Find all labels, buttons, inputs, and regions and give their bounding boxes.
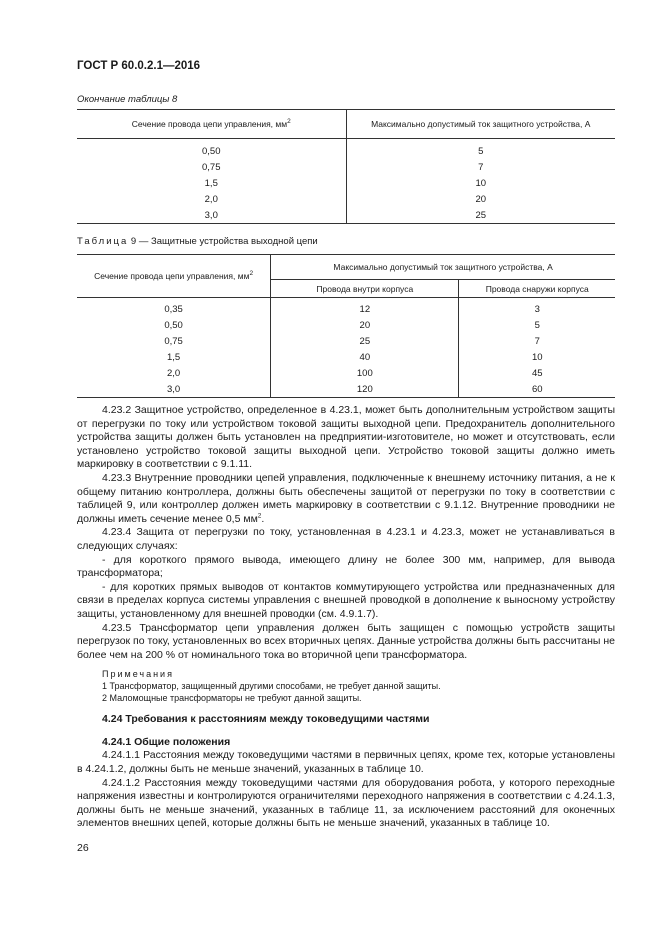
table-row: 1,5 10 <box>77 175 615 191</box>
list-item: - для короткого прямого вывода, имеющего длину не более 300 мм, например, для вывода трансформатора; <box>77 553 615 580</box>
list-item: - для коротких прямых выводов от контактов коммутирующего устройства или предназначенных для связи в пределах корпуса системы управления с внешней проводкой в дополнение к выносному устройству защиты, установленному для внешней проводки (см. 4.9.1.7). <box>77 580 615 620</box>
paragraph-4-23-2: 4.23.2 Защитное устройство, определенное в 4.23.1, может быть дополнительным устройством защиты от перегрузки по току или устройством токовой защиты выходной цепи. Предохранитель дополнительного устройства защиты должен быть установлен на предприятии-изготовителе, но может и отсутствовать, если установлено устройство токовой защиты выходной цепи. Устройство токовой защиты должно иметь маркировку в соответствии с 9.1.11. <box>77 404 615 471</box>
table-row: 1,5 40 10 <box>77 349 615 365</box>
table9-group-header: Максимально допустимый ток защитного устройства, А <box>271 255 615 280</box>
table-row: 3,0 25 <box>77 207 615 224</box>
table9-caption: Таблица 9 — Защитные устройства выходной цепи <box>77 236 318 247</box>
section-heading-4-24: 4.24 Требования к расстояниям между токоведущими частями <box>102 713 430 726</box>
table-row: 0,35 12 3 <box>77 298 615 318</box>
table8-caption: Окончание таблицы 8 <box>77 94 178 105</box>
notes-title: Примечания <box>102 669 174 680</box>
page-number: 26 <box>77 842 89 854</box>
table-row: 3,0 120 60 <box>77 381 615 398</box>
table-row: 0,75 25 7 <box>77 333 615 349</box>
table9-inside-header: Провода внутри корпуса <box>271 280 459 298</box>
paragraph-4-24-1-2: 4.24.1.2 Расстояния между токоведущими частями для оборудования робота, у которого переходные напряжения известны и контролируются ограничителями переходного напряжения в соответствии с 4.24.1.3, должны быть не меньше значений, указанных в таблице 11, за исключением расстояний для оконечных элементов внешних цепей, которые должны быть не меньше значений, указанных в таблице 10. <box>77 776 615 830</box>
document-header: ГОСТ Р 60.0.2.1—2016 <box>77 60 201 72</box>
table-row: 0,75 7 <box>77 159 615 175</box>
table8-col1-header: Сечение провода цепи управления, $мм^2$ <box>77 110 346 139</box>
table9-col1-header: Сечение провода цепи управления, $мм^2$ <box>77 255 271 298</box>
table-row: 0,50 20 5 <box>77 317 615 333</box>
table-row: 2,0 100 45 <box>77 365 615 381</box>
table9-outside-header: Провода снаружи корпуса <box>459 280 615 298</box>
note-2: 2 Маломощные трансформаторы не требуют данной защиты. <box>102 693 362 704</box>
subsection-heading-4-24-1: 4.24.1 Общие положения <box>102 735 231 748</box>
table-row: 2,0 20 <box>77 191 615 207</box>
table-8 <box>77 109 615 224</box>
notes-block <box>77 668 615 704</box>
paragraph-4-23-5: 4.23.5 Трансформатор цепи управления должен быть защищен с помощью устройств защиты перегрузок по току, установленных во всех вторичных цепях. Данные устройства должны быть рассчитаны не более чем на 200 % от номинального тока во вторичной цепи трансформатора. <box>77 621 615 661</box>
paragraph-4-24-1-1: 4.24.1.1 Расстояния между токоведущими частями в первичных цепях, кроме тех, которые установлены в 4.24.1.2, должны быть не меньше значений, указанных в таблице 10. <box>77 749 615 776</box>
table-row: 0,50 5 <box>77 139 615 160</box>
table8-col2-header: Максимально допустимый ток защитного устройства, А <box>346 110 615 139</box>
table-9 <box>77 254 615 398</box>
paragraph-4-23-3: 4.23.3 Внутренние проводники цепей управления, подключенные к внешнему источнику питания, а не к общему питанию контроллера, должны быть обеспечены защитой от перегрузки по току в соответствии с таблицей 9, или контроллер должен иметь маркировку в соответствии с 9.1.12. Внутренние проводники не должны иметь сечение менее 0,5 $мм^2$. <box>77 471 615 525</box>
body-text <box>77 404 615 831</box>
paragraph-4-23-4: 4.23.4 Защита от перегрузки по току, установленная в 4.23.1 и 4.23.3, может не устанавливаться в следующих случаях: <box>77 526 615 552</box>
note-1: 1 Трансформатор, защищенный другими способами, не требует данной защиты. <box>102 681 441 692</box>
